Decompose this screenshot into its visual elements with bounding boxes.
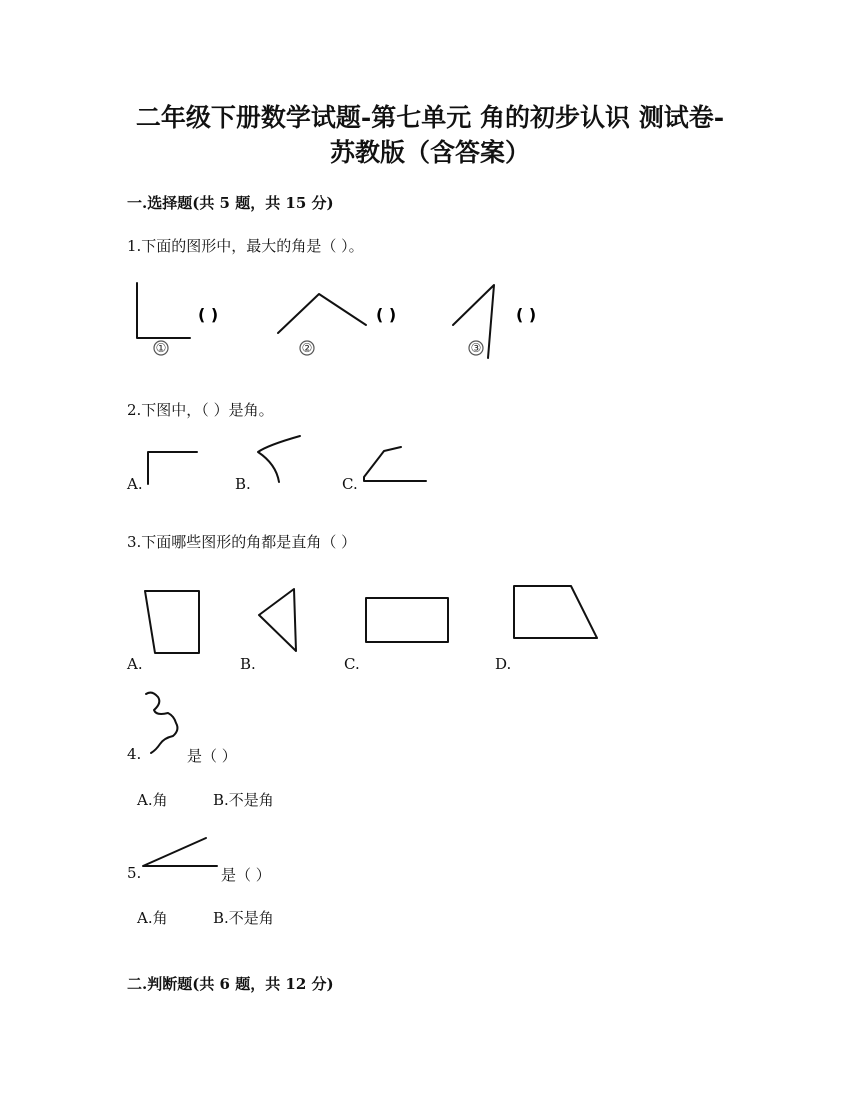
q5-option-b: B.不是角: [213, 909, 274, 927]
q3-option-b-label: B.: [240, 655, 256, 673]
question-3-text: 3.下面哪些图形的角都是直角（ ）: [127, 533, 357, 551]
page-title-line2: 苏教版（含答案）: [329, 138, 530, 167]
q1-label-3: ③: [470, 341, 482, 355]
question-1-text: 1.下面的图形中，最大的角是（ ）。: [127, 237, 364, 255]
question-5-text: 是（ ）: [221, 866, 271, 884]
q3-option-d-label: D.: [495, 655, 512, 673]
q4-option-b: B.不是角: [213, 791, 274, 809]
page-title-line1: 二年级下册数学试题-第七单元 角的初步认识 测试卷-: [135, 103, 725, 132]
q1-paren-1: ( ): [198, 305, 219, 324]
question-5-number: 5.: [127, 864, 142, 882]
question-4-text: 是（ ）: [187, 747, 237, 765]
q1-label-1: ①: [155, 341, 167, 355]
q3-option-c-label: C.: [344, 655, 360, 673]
q4-option-a: A.角: [137, 791, 168, 809]
section-heading-choice: 一.选择题(共 5 题，共 15 分): [127, 194, 334, 212]
q2-option-a-label: A.: [127, 475, 143, 493]
q2-option-b-label: B.: [235, 475, 251, 493]
q1-paren-3: ( ): [516, 305, 537, 324]
question-2-text: 2.下图中，（ ）是角。: [127, 401, 274, 419]
q3-option-a-label: A.: [127, 655, 143, 673]
q1-paren-2: ( ): [376, 305, 397, 324]
q2-option-c-label: C.: [342, 475, 358, 493]
q5-figure-angle: [143, 838, 217, 866]
q5-option-a: A.角: [137, 909, 168, 927]
question-4-number: 4.: [127, 745, 142, 763]
q1-label-2: ②: [301, 341, 313, 355]
section-heading-judgement: 二.判断题(共 6 题，共 12 分): [127, 975, 334, 993]
